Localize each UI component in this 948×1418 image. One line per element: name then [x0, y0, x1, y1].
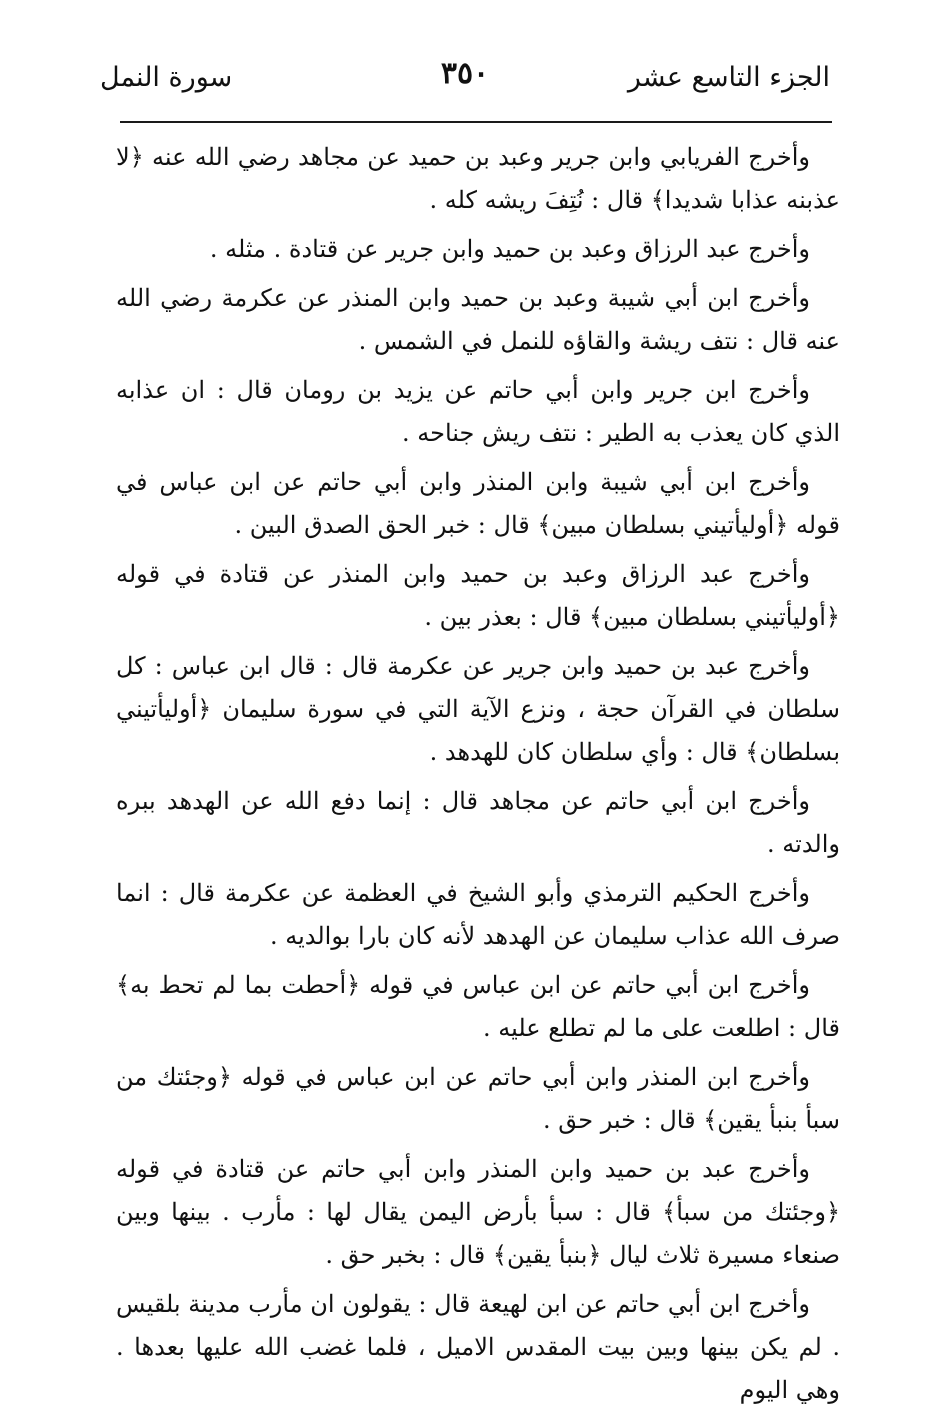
paragraph: وأخرج عبد بن حميد وابن المنذر وابن أبي حاتم عن قتادة في قوله ﴿وجئتك من سبأ﴾ قال : سبأ بأرض اليمن يقال لها : مأرب . بينها وبين صنعاء مسيرة ثلاث ليال ﴿بنبأ يقين﴾ قال : بخبر حق .	[116, 1155, 840, 1269]
part-title: الجزء التاسع عشر	[627, 62, 830, 93]
paragraph: وأخرج عبد الرزاق وعبد بن حميد وابن المنذر عن قتادة في قوله ﴿أوليأتيني بسلطان مبين﴾ قال : بعذر بين .	[116, 560, 840, 631]
running-header	[100, 58, 830, 106]
page-number: ٣٥٠	[440, 56, 490, 91]
paragraph: وأخرج الحكيم الترمذي وأبو الشيخ في العظمة عن عكرمة قال : انما صرف الله عذاب سليمان عن الهدهد لأنه كان بارا بوالديه .	[116, 879, 840, 950]
paragraph: وأخرج الفريابي وابن جرير وعبد بن حميد عن مجاهد رضي الله عنه ﴿لا عذبنه عذابا شديدا﴾ قال : نُتِفَ ريشه كله .	[116, 143, 840, 214]
paragraph: وأخرج ابن المنذر وابن أبي حاتم عن ابن عباس في قوله ﴿وجئتك من سبأ بنبأ يقين﴾ قال : خبر حق .	[116, 1063, 840, 1134]
paragraph: وأخرج ابن أبي حاتم عن ابن لهيعة قال : يقولون ان مأرب مدينة بلقيس . لم يكن بينها وبين بيت المقدس الاميل ، فلما غضب الله عليها بعدها . وهي اليوم	[116, 1290, 840, 1404]
header-rule	[120, 121, 832, 123]
paragraph: وأخرج ابن أبي شيبة وعبد بن حميد وابن المنذر عن عكرمة رضي الله عنه قال : نتف ريشة والقاؤه للنمل في الشمس .	[116, 284, 840, 355]
body-text	[116, 136, 840, 1418]
paragraph: وأخرج عبد بن حميد وابن جرير عن عكرمة قال : قال ابن عباس : كل سلطان في القرآن حجة ، ونزع الآية التي في سورة سليمان ﴿أوليأتيني بسلطان﴾ قال : وأي سلطان كان للهدهد .	[116, 652, 840, 766]
paragraph: وأخرج ابن أبي حاتم عن ابن عباس في قوله ﴿أحطت بما لم تحط به﴾ قال : اطلعت على ما لم تطلع عليه .	[116, 971, 840, 1042]
surah-title: سورة النمل	[100, 62, 233, 93]
paragraph: وأخرج ابن جرير وابن أبي حاتم عن يزيد بن رومان قال : ان عذابه الذي كان يعذب به الطير : نتف ريش جناحه .	[116, 376, 840, 447]
paragraph: وأخرج عبد الرزاق وعبد بن حميد وابن جرير عن قتادة . مثله .	[209, 235, 810, 263]
paragraph: وأخرج ابن أبي حاتم عن مجاهد قال : إنما دفع الله عن الهدهد ببره والدته .	[116, 787, 840, 858]
paragraph: وأخرج ابن أبي شيبة وابن المنذر وابن أبي حاتم عن ابن عباس في قوله ﴿أوليأتيني بسلطان مبين﴾ قال : خبر الحق الصدق البين .	[116, 468, 840, 539]
